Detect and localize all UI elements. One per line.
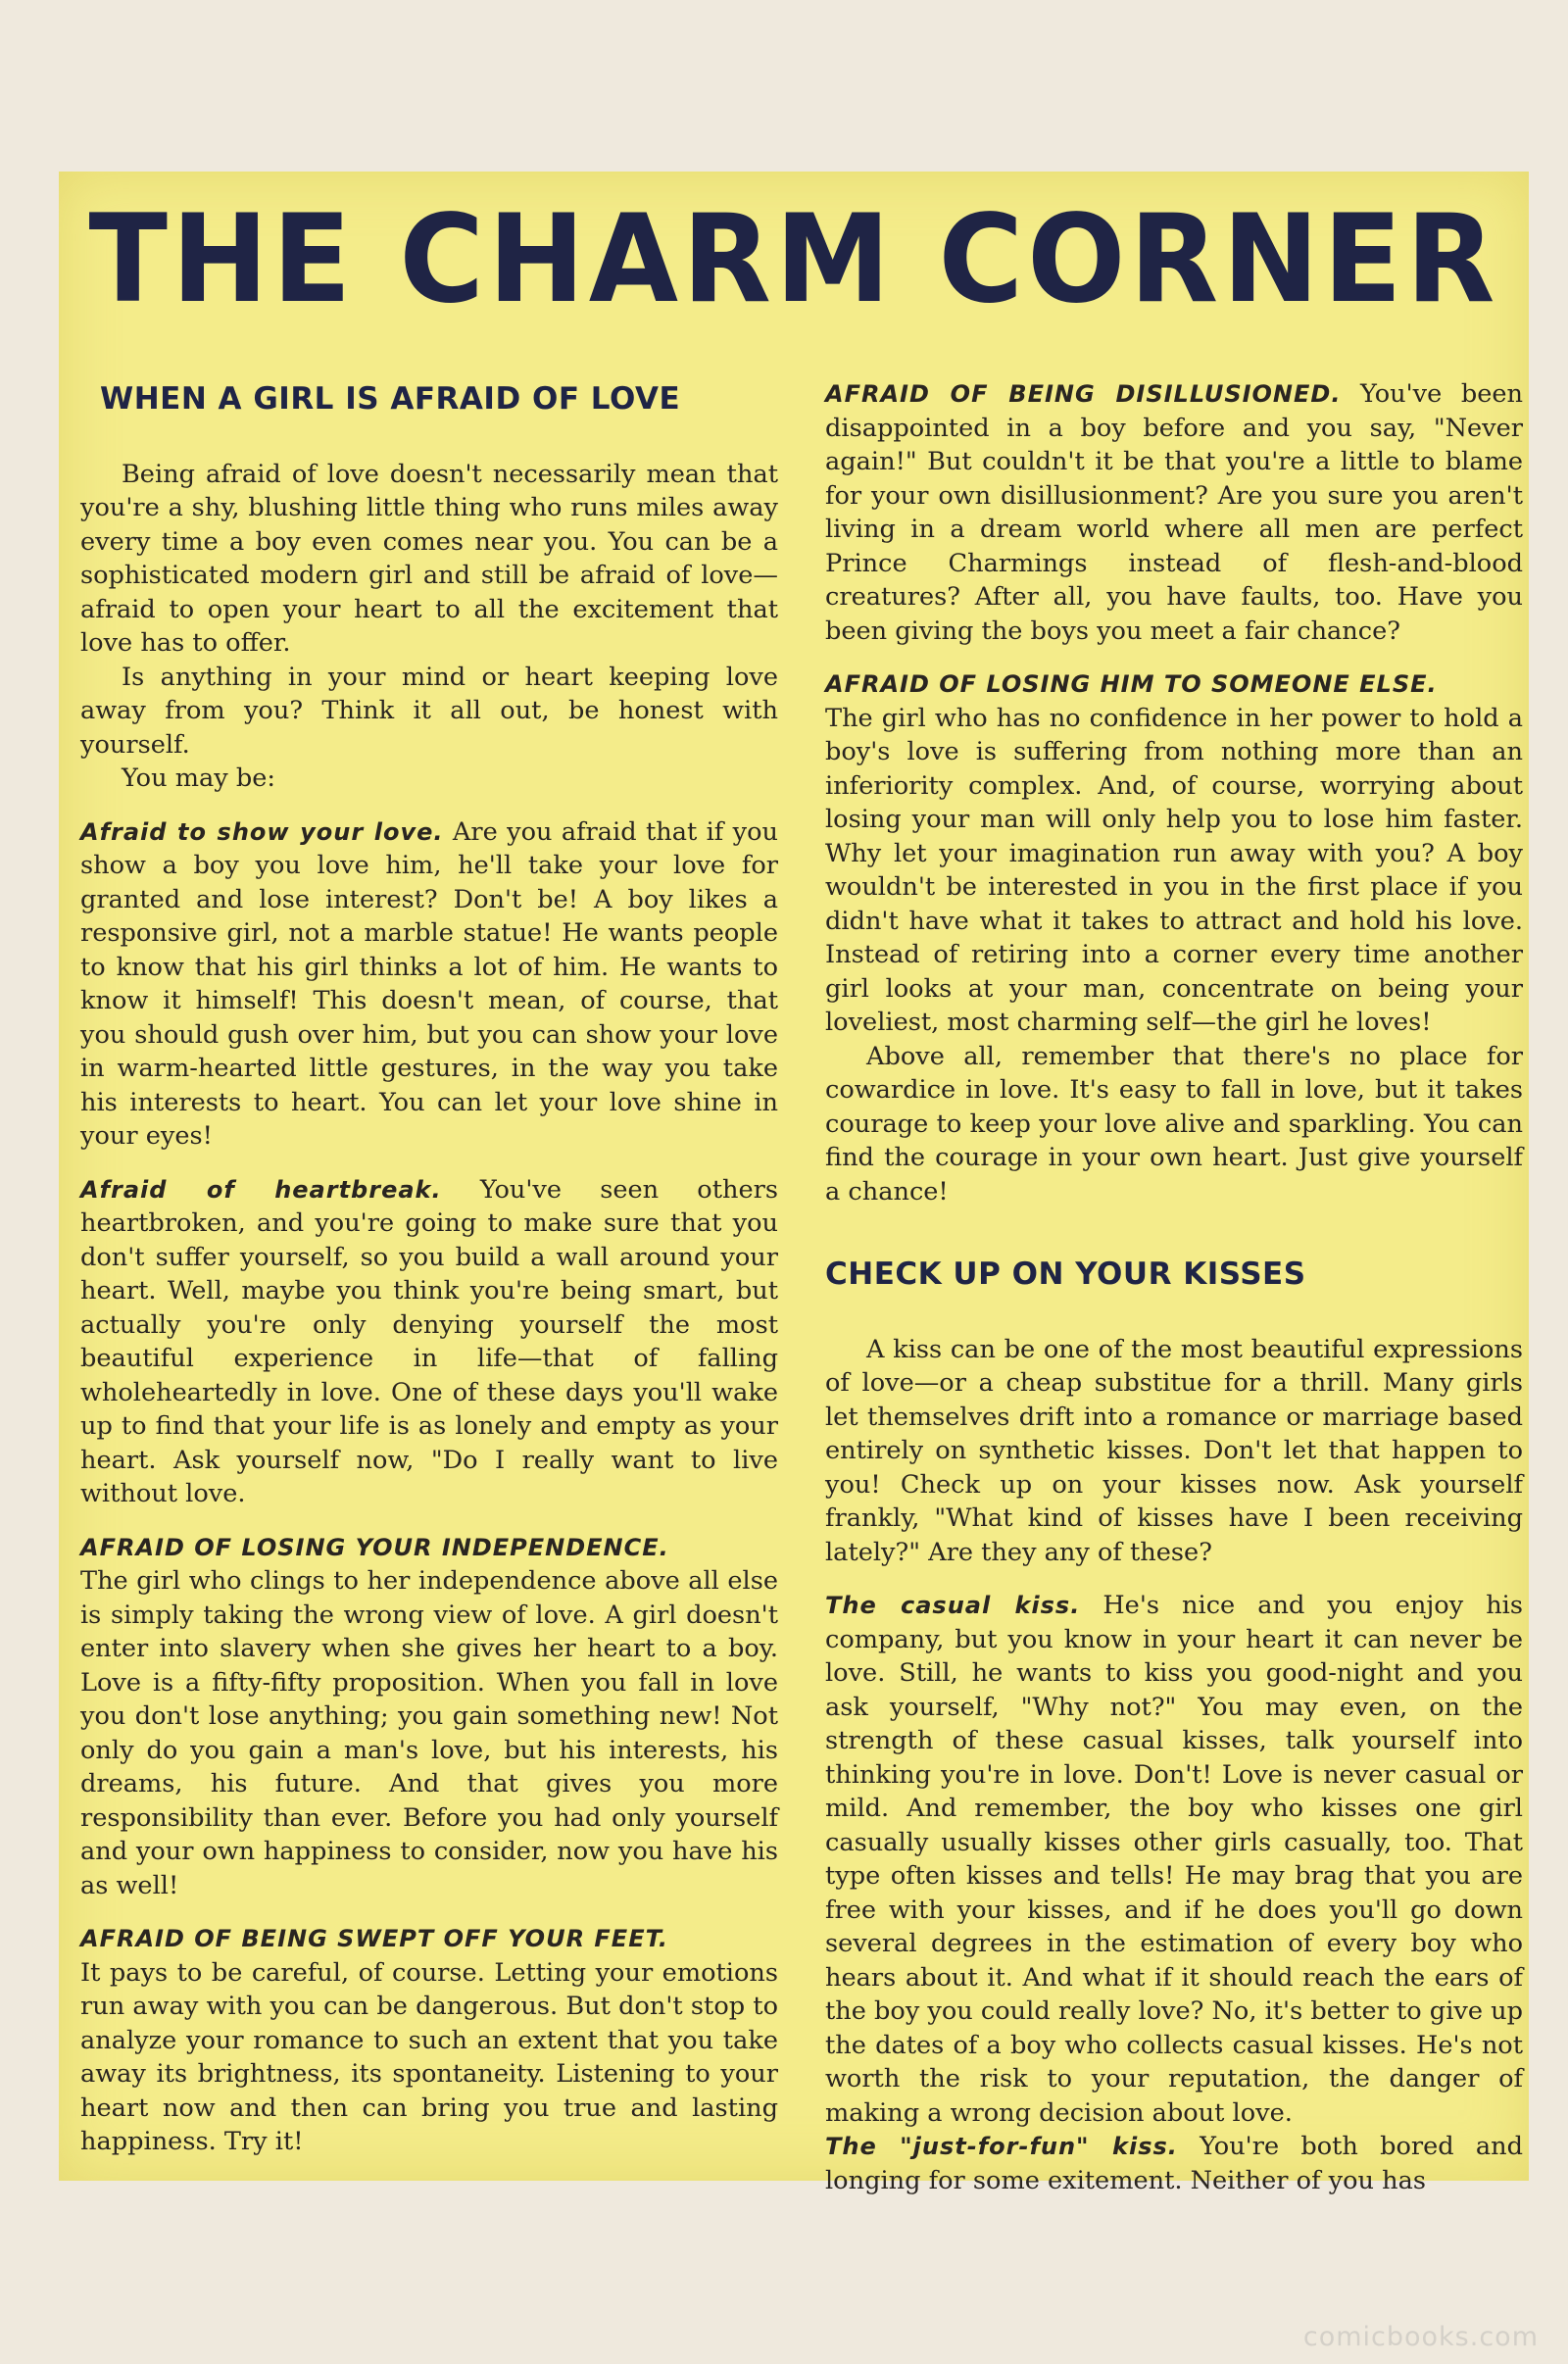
article-paragraph: The girl who clings to her independence above all else is simply taking the wrong view of love. A girl doesn't enter into slavery when she gives her heart to a boy. Love is a fifty-fifty proposition. When you fall in love you don't lose anything; you gain something new! Not only do you gain a man's love, but his interests, his dreams, his future. And that gives you more responsibility than ever. Before you had only yourself and your own happiness to consider, now you have his as well! [80, 1566, 778, 1900]
intro-paragraph: You may be: [122, 763, 275, 793]
charm-corner-page [59, 172, 1529, 2195]
article-paragraph: AFRAID OF BEING DISILLUSIONED. You've been disappointed in a boy before and you say, "Never again!" But couldn't it be that you're a little to blame for your own disillusionment? Are you sure you aren't living in a dream world where all men are perfect Prince Charmings instead of flesh-and-blood creatures? After all, you have faults, too. Have you been giving the boys you meet a fair chance? [825, 379, 1524, 646]
right-column [825, 377, 1523, 2197]
article-paragraph [80, 1922, 778, 1956]
article-paragraph: The girl who has no confidence in her power to hold a boy's love is suffering from nothing more than an inferiority complex. And, of course, worrying about losing your man will only help you to lose him faster. Why let your imagination run away with you? A boy wouldn't be interested in you in the first place if you didn't have what it takes to attract and hold his love. Instead of retiring into a corner every time another girl looks at your man, concentrate on being your loveliest, most charming self—the girl he loves! [825, 703, 1523, 1037]
intro-paragraph: Being afraid of love doesn't necessarily mean that you're a shy, blushing little thing who runs miles away every time a boy even comes near you. You can be a sophisticated modern girl and still be afraid of love—afraid to open your heart to all the excitement that love has to offer. [80, 459, 778, 658]
subheading: AFRAID OF BEING SWEPT OFF YOUR FEET. [80, 1925, 668, 1952]
watermark-credit: comicbooks.com [1302, 2322, 1539, 2352]
intro-paragraph: Is anything in your mind or heart keeping love away from you? Think it all out, be honest with yourself. [80, 662, 778, 760]
subheading: AFRAID OF LOSING HIM TO SOMEONE ELSE. [825, 670, 1438, 698]
article-paragraph: The casual kiss. He's nice and you enjoy his company, but you know in your heart it can never be love. Still, he wants to kiss you good-night and you ask yourself, "Why not?" You may even, on the strength of these casual kisses, talk yourself into thinking you're in love. Don't! Love is never casual or mild. And remember, the boy who kisses one girl casually usually kisses other girls casually, too. That type often kisses and tells! He may brag that you are free with your kisses, and if he does you'll go down several degrees in the estimation of every boy who hears about it. And what if it should reach the ears of the boy you could really love? No, it's better to give up the dates of a boy who collects casual kisses. He's not worth the risk to your reputation, the danger of making a wrong decision about love. [825, 1591, 1523, 2128]
left-column [80, 382, 778, 2159]
section-heading-kisses: CHECK UP ON YOUR KISSES [825, 1256, 1306, 1292]
article-paragraph: Above all, remember that there's no place for cowardice in love. It's easy to fall in love, but it takes courage to keep your love alive and sparkling. You can find the courage in your own heart. Just give yourself a chance! [825, 1041, 1523, 1207]
subheading: AFRAID OF LOSING YOUR INDEPENDENCE. [80, 1533, 669, 1561]
article-paragraph: It pays to be careful, of course. Letting your emotions run away with you can be dangerous. But don't stop to analyze your romance to such an extent that you take away its brightness, its spontaneity. Listening to your heart now and then can bring you true and lasting happiness. Try it! [80, 1957, 778, 2156]
article-paragraph: Afraid of heartbreak. You've seen others heartbroken, and you're going to make sure that you don't suffer yourself, so you build a wall around your heart. Well, maybe you think you're being smart, but actually you're only denying yourself the most beautiful experience in life—that of falling wholeheartedly in love. One of these days you'll wake up to find that your life is as lonely and empty as your heart. Ask yourself now, "Do I really want to live without love. [80, 1174, 779, 1508]
article-paragraph: The "just-for-fun" kiss. You're both bored and longing for some exitement. Neither of you has [825, 2132, 1524, 2195]
subheading: AFRAID OF BEING DISILLUSIONED. [825, 380, 1342, 408]
article-paragraph: A kiss can be one of the most beautiful expressions of love—or a cheap substitue for a thrill. Many girls let themselves drift into a romance or marriage based entirely on synthetic kisses. Don't let that happen to you! Check up on your kisses now. Ask yourself frankly, "What kind of kisses have I been receiving lately?" Are they any of these? [825, 1334, 1523, 1567]
subheading: Afraid of heartbreak. [80, 1175, 442, 1204]
page-title: THE CHARM CORNER [88, 187, 1499, 330]
subheading: Afraid to show your love. [80, 817, 444, 846]
subheading: The "just-for-fun" kiss. [825, 2133, 1178, 2160]
article-paragraph [825, 667, 1523, 702]
section-heading-afraid-of-love: WHEN A GIRL IS AFRAID OF LOVE [100, 381, 681, 417]
article-paragraph [80, 1531, 778, 1565]
subheading: The casual kiss. [825, 1592, 1081, 1619]
article-paragraph: Afraid to show your love. Are you afraid that if you show a boy you love him, he'll take your love for granted and lose interest? Don't be! A boy likes a responsive girl, not a marble statue! He wants people to know that his girl thinks a lot of him. He wants to know it himself! This doesn't mean, of course, that you should gush over him, but you can show your love in warm-hearted little gestures, in the way you take his interests to heart. You can let your love shine in your eyes! [80, 816, 778, 1151]
